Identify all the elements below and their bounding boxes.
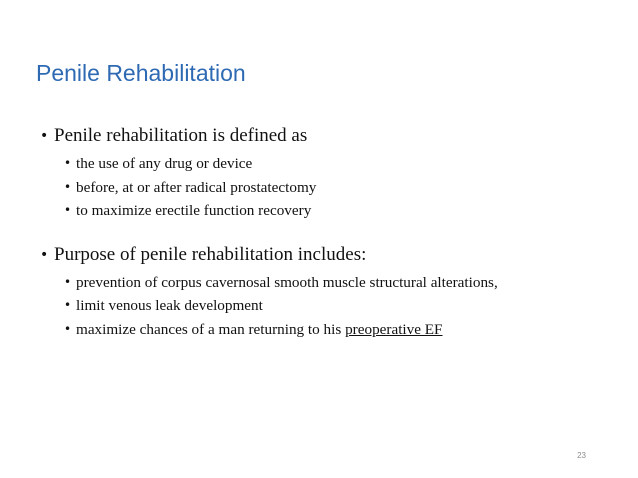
section-definition bbox=[40, 122, 620, 223]
bullet-icon: • bbox=[40, 128, 49, 144]
bullet-icon: • bbox=[64, 298, 72, 312]
list-item bbox=[64, 152, 620, 176]
bullet-heading: Penile rehabilitation is defined as bbox=[54, 125, 308, 146]
list-item-text: the use of any drug or device bbox=[76, 155, 253, 172]
slide-body bbox=[40, 122, 620, 341]
sub-bullet-list bbox=[40, 152, 620, 223]
list-item bbox=[64, 176, 620, 200]
bullet-heading: Purpose of penile rehabilitation includes: bbox=[54, 243, 367, 265]
list-item-text: maximize chances of a man returning to his bbox=[76, 320, 346, 338]
list-item bbox=[64, 318, 620, 342]
sub-bullet-list bbox=[40, 271, 620, 342]
bullet-icon: • bbox=[64, 179, 72, 194]
list-item bbox=[64, 294, 620, 318]
list-item-text: to maximize erectile function recovery bbox=[76, 202, 312, 219]
bullet-icon: • bbox=[64, 274, 72, 289]
bullet-icon: • bbox=[64, 321, 72, 336]
list-item-text: limit venous leak development bbox=[76, 297, 263, 314]
list-item-text: before, at or after radical prostatectomy bbox=[76, 178, 317, 196]
list-item bbox=[64, 271, 620, 295]
slide-title: Penile Rehabilitation bbox=[36, 60, 246, 86]
list-item bbox=[64, 199, 620, 223]
list-item-text: prevention of corpus cavernosal smooth muscle structural alterations, bbox=[76, 273, 498, 291]
section-purpose bbox=[40, 241, 620, 342]
page-number: 23 bbox=[577, 451, 586, 460]
underlined-term: preoperative EF bbox=[345, 320, 443, 338]
bullet-icon: • bbox=[64, 156, 72, 170]
bullet-icon: • bbox=[64, 203, 72, 217]
bullet-point bbox=[40, 241, 620, 269]
bullet-point bbox=[40, 122, 620, 150]
bullet-icon: • bbox=[40, 246, 49, 263]
